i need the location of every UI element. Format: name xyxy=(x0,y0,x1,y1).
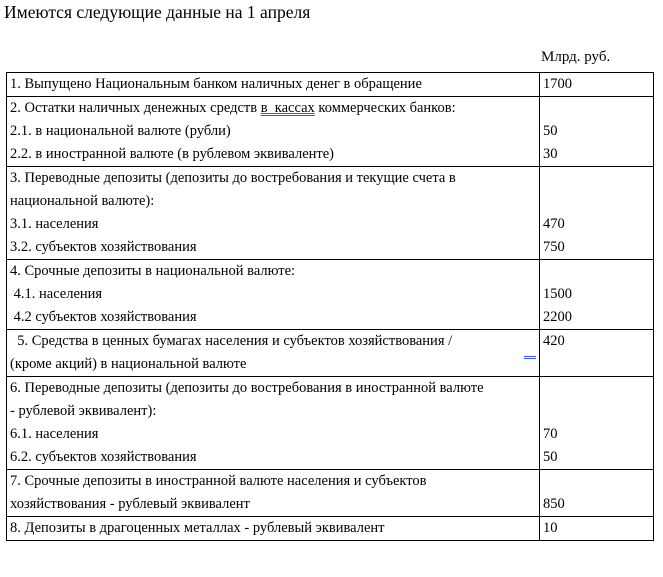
page-title: Имеются следующие данные на 1 апреля xyxy=(4,2,311,22)
row-label-cell xyxy=(7,470,540,517)
row-label-line: 3.1. населения xyxy=(10,216,99,232)
table-row xyxy=(7,260,654,330)
row-label-line: 3.2. субъектов хозяйствования xyxy=(10,239,197,255)
row-value xyxy=(543,377,650,400)
row-value: 30 xyxy=(543,146,558,162)
row-label-cell xyxy=(7,73,540,97)
row-value: 50 xyxy=(543,449,558,465)
spellcheck-mark xyxy=(524,356,536,359)
row-label-cell xyxy=(7,167,540,260)
row-label-line: 3. Переводные депозиты (депозиты до востребования и текущие счета в xyxy=(10,170,456,186)
row-label-line: 2.1. в национальной валюте (рубли) xyxy=(10,123,231,139)
row-value-cell xyxy=(540,377,654,470)
row-value-cell xyxy=(540,73,654,97)
unit-label: Млрд. руб. xyxy=(541,49,611,65)
row-label-line: хозяйствования - рублевый эквивалент xyxy=(10,496,250,512)
table-row xyxy=(7,517,654,541)
row-value-cell xyxy=(540,330,654,377)
row-label-cell xyxy=(7,260,540,330)
table-row xyxy=(7,167,654,260)
table-row xyxy=(7,73,654,97)
row-value: 750 xyxy=(543,239,565,255)
row-value: 70 xyxy=(543,426,558,442)
row-label-line: 6.1. населения xyxy=(10,426,99,442)
row-label-cell xyxy=(7,377,540,470)
row-label-line: 2. Остатки наличных денежных средств в кассах коммерческих банков: xyxy=(10,100,456,116)
row-label-line: 8. Депозиты в драгоценных металлах - рублевый эквивалент xyxy=(10,520,385,536)
row-label-cell xyxy=(7,330,540,377)
row-label-line: национальной валюте): xyxy=(10,193,155,209)
table-row xyxy=(7,330,654,377)
row-label-line: 4. Срочные депозиты в национальной валюте: xyxy=(10,263,296,279)
row-label-line: (кроме акций) в национальной валюте xyxy=(10,356,247,372)
row-value-cell xyxy=(540,517,654,541)
row-value-cell xyxy=(540,470,654,517)
row-value: 1500 xyxy=(543,286,572,302)
row-value: 2200 xyxy=(543,309,572,325)
row-label-line: 1. Выпущено Национальным банком наличных денег в обращение xyxy=(10,76,422,92)
table-row xyxy=(7,377,654,470)
row-label-line: - рублевой эквивалент): xyxy=(10,403,157,419)
row-label-line: 2.2. в иностранной валюте (в рублевом эквиваленте) xyxy=(10,146,335,162)
row-value: 10 xyxy=(543,520,558,536)
row-label-line: 6. Переводные депозиты (депозиты до востребования в иностранной валюте xyxy=(10,380,484,396)
row-value xyxy=(543,260,650,283)
row-value xyxy=(543,97,650,120)
row-value xyxy=(543,400,650,423)
row-value: 470 xyxy=(543,216,565,232)
table-row xyxy=(7,470,654,517)
row-value-cell xyxy=(540,167,654,260)
row-label-line: 4.1. населения xyxy=(10,286,103,302)
row-label-line: 5. Средства в ценных бумагах населения и субъектов хозяйствования / xyxy=(10,333,453,349)
row-value xyxy=(543,190,650,213)
row-value: 850 xyxy=(543,496,565,512)
row-value-cell xyxy=(540,260,654,330)
row-value: 50 xyxy=(543,123,558,139)
table-row xyxy=(7,97,654,167)
row-value xyxy=(543,470,650,493)
data-table xyxy=(6,72,654,541)
row-label-line: 6.2. субъектов хозяйствования xyxy=(10,449,197,465)
row-label-cell xyxy=(7,517,540,541)
row-label-cell xyxy=(7,97,540,167)
row-label-line: 4.2 субъектов хозяйствования xyxy=(10,309,197,325)
row-value xyxy=(543,167,650,190)
row-value: 420 xyxy=(543,333,565,349)
row-value: 1700 xyxy=(543,76,572,92)
row-value-cell xyxy=(540,97,654,167)
row-label-line: 7. Срочные депозиты в иностранной валюте населения и субъектов xyxy=(10,473,427,489)
